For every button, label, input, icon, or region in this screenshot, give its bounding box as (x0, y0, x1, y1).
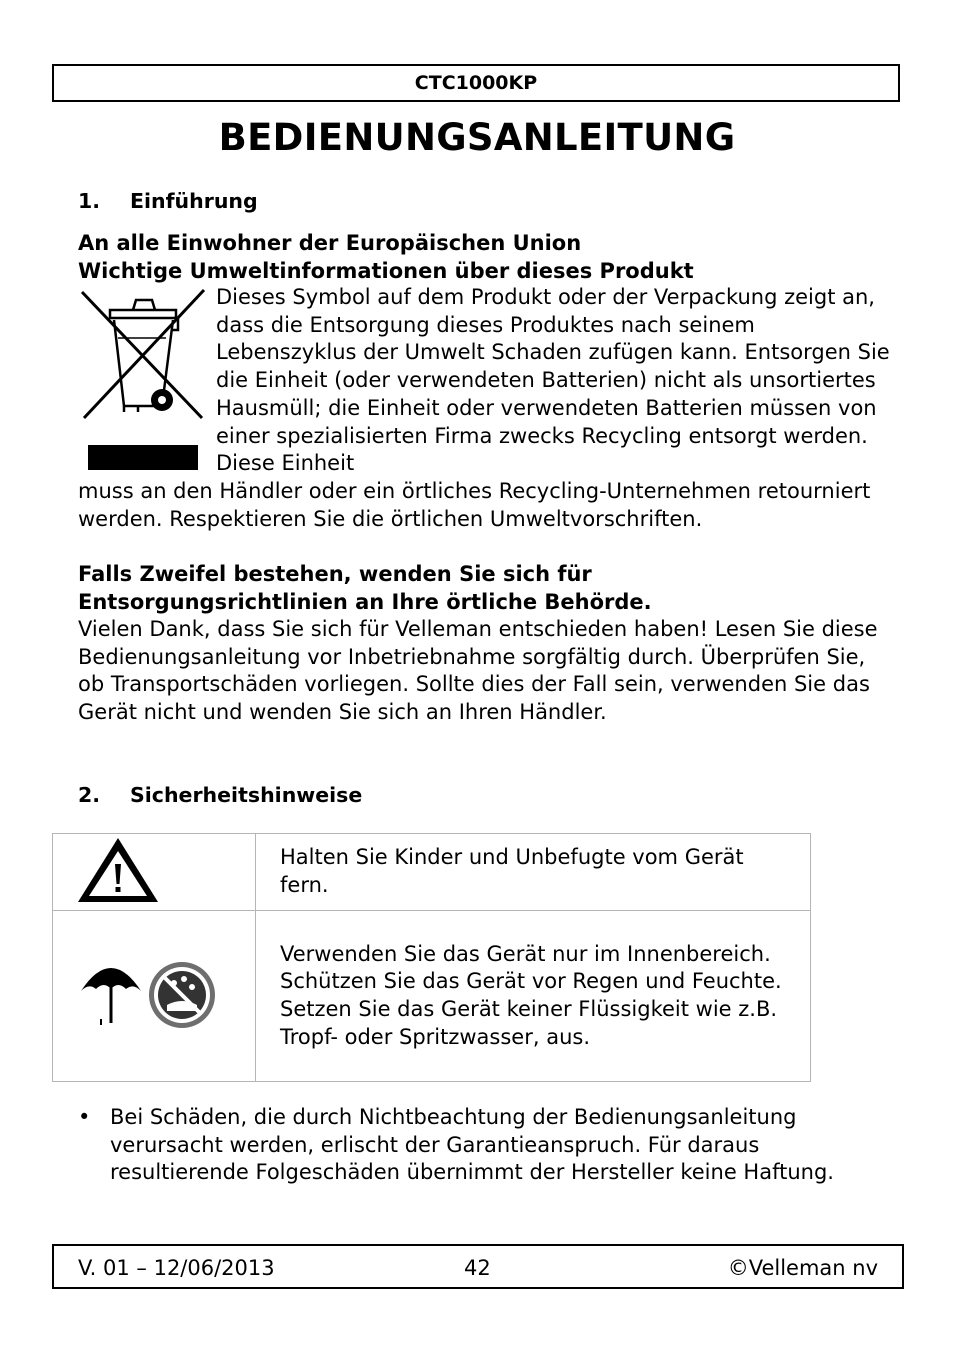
safety-text: Verwenden Sie das Gerät nur im Innenbereich. (280, 941, 771, 966)
bullet-icon: • (78, 1105, 91, 1129)
safety-text-cell (256, 911, 811, 1082)
safety-table (52, 833, 811, 1082)
thanks-paragraph: Vielen Dank, dass Sie sich für Velleman entschieden haben! Lesen Sie diese Bedienungsanleitung vor Inbetriebnahme sorgfältig durch. Überprüfen Sie, ob Transportschäden vorliegen. Sollte dies der Fall sein, verwenden Sie das Gerät nicht und wenden Sie sich an Ihren Händler. (78, 617, 878, 725)
footer-version: V. 01 – 12/06/2013 (78, 1256, 275, 1280)
safety-row (53, 834, 811, 911)
safety-text: Halten Sie Kinder und Unbefugte vom Gerät fern. (280, 845, 744, 897)
section-heading-2 (78, 783, 362, 807)
bullet-text: Bei Schäden, die durch Nichtbeachtung der Bedienungsanleitung verursacht werden, erlischt der Garantieanspruch. Für daraus resultierende Folgeschäden übernimmt der Hersteller keine Haftung. (110, 1105, 834, 1185)
safety-icon-cell (53, 834, 256, 911)
footer (52, 1244, 904, 1289)
model-number: CTC1000KP (414, 72, 538, 94)
doubt-notice: Falls Zweifel bestehen, wenden Sie sich für Entsorgungsrichtlinien an Ihre örtliche Behörde. (78, 562, 652, 614)
list-item (78, 1104, 878, 1187)
footer-copyright: ©Velleman nv (727, 1256, 878, 1280)
umbrella-icon (81, 968, 141, 1025)
section-heading-1 (78, 189, 258, 213)
eu-line-2: Wichtige Umweltinformationen über dieses Produkt (78, 258, 694, 283)
warning-triangle-icon (53, 834, 255, 906)
footer-page-number: 42 (464, 1256, 491, 1280)
section-title: Einführung (130, 189, 258, 213)
safety-text-cell (256, 834, 811, 911)
section-number: 2. (78, 783, 101, 807)
section-number: 1. (78, 189, 101, 213)
section-title: Sicherheitshinweise (130, 783, 363, 807)
weee-crossed-bin-icon (78, 288, 212, 472)
icon-group (53, 911, 255, 1077)
weee-paragraph-continued: muss an den Händler oder ein örtliches Recycling-Unternehmen retourniert werden. Respektieren Sie die örtlichen Umweltvorschriften. (78, 479, 871, 531)
eu-line-1: An alle Einwohner der Europäischen Union (78, 231, 582, 255)
no-water-icon (149, 962, 215, 1028)
safety-row (53, 911, 811, 1082)
weee-paragraph-side: Dieses Symbol auf dem Produkt oder der Verpackung zeigt an, dass die Entsorgung dieses Produktes nach seinem Lebenszyklus der Umwelt Schaden zufügen kann. Entsorgen Sie die Einheit (oder verwendeten Batterien) nicht als unsortiertes Hausmüll; die Einheit oder verwendeten Batterien müssen von einer spezialisierten Firma zwecks Recycling entsorgt werden. Diese Einheit (216, 285, 890, 476)
header-model-box (52, 64, 900, 102)
safety-text: Schützen Sie das Gerät vor Regen und Feuchte. Setzen Sie das Gerät keiner Flüssigkeit wie z.B. Tropf- oder Spritzwasser, aus. (280, 969, 782, 1049)
safety-icon-cell (53, 911, 256, 1082)
eu-notice (78, 230, 694, 285)
page-title: BEDIENUNGSANLEITUNG (218, 116, 736, 159)
